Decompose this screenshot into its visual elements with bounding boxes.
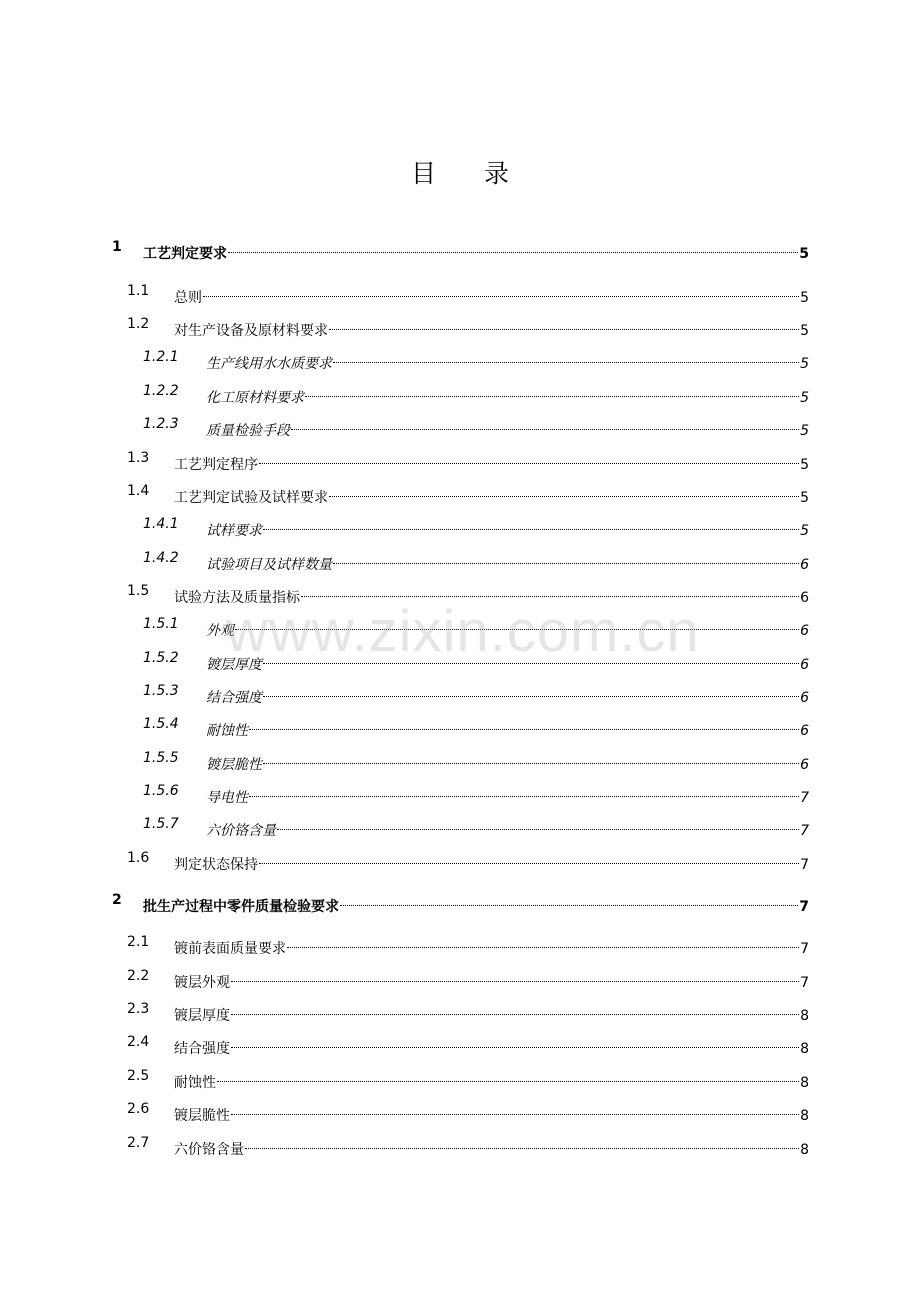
toc-entry-line xyxy=(206,813,809,842)
toc-entry-line xyxy=(174,313,809,342)
toc-entry-number: 1.4.1 xyxy=(143,516,179,532)
toc-entry-number: 1.5.3 xyxy=(143,683,179,699)
toc-entry-page: 5 xyxy=(800,490,809,506)
toc-entry-page: 8 xyxy=(800,1075,809,1091)
toc-entry[interactable] xyxy=(0,1065,920,1091)
toc-entry-label: 生产线用水水质要求 xyxy=(206,356,332,372)
toc-entry-page: 6 xyxy=(800,557,809,573)
toc-entry-page: 7 xyxy=(800,823,809,839)
toc-entry[interactable] xyxy=(0,747,920,773)
toc-entry-page: 5 xyxy=(800,390,809,406)
toc-entry-label: 试验方法及质量指标 xyxy=(174,590,300,606)
toc-entry-page: 5 xyxy=(799,246,809,262)
toc-entry[interactable] xyxy=(0,889,920,915)
toc-leader-dots xyxy=(329,313,799,335)
toc-entry-page: 8 xyxy=(800,1108,809,1124)
toc-entry-number: 2.6 xyxy=(127,1101,150,1117)
toc-leader-dots xyxy=(333,346,799,368)
toc-entry-number: 1.5.2 xyxy=(143,650,179,666)
toc-entry-line xyxy=(206,780,809,809)
toc-leader-dots xyxy=(203,280,799,302)
toc-entry-number: 1 xyxy=(112,239,122,255)
toc-entry-line xyxy=(174,1098,809,1127)
toc-entry-page: 5 xyxy=(800,523,809,539)
toc-entry-label: 化工原材料要求 xyxy=(206,390,304,406)
toc-leader-dots xyxy=(340,889,798,911)
toc-entry-label: 镀层脆性 xyxy=(206,757,262,773)
toc-entry-label: 工艺判定试验及试样要求 xyxy=(174,490,328,506)
toc-entry-line xyxy=(206,713,809,742)
toc-leader-dots xyxy=(249,780,799,802)
toc-leader-dots xyxy=(245,1132,799,1154)
toc-entry-number: 1.2.3 xyxy=(143,416,179,432)
toc-entry-label: 工艺判定要求 xyxy=(143,246,227,262)
toc-entry-number: 1.2.2 xyxy=(143,383,179,399)
toc-entry[interactable] xyxy=(0,380,920,406)
toc-entry-line xyxy=(174,1065,809,1094)
toc-entry-label: 结合强度 xyxy=(206,690,262,706)
toc-entry-line xyxy=(174,965,809,994)
toc-entry-label: 判定状态保持 xyxy=(174,857,258,873)
toc-entry-label: 镀层外观 xyxy=(174,975,230,991)
toc-entry-number: 1.1 xyxy=(127,283,150,299)
toc-entry-label: 耐蚀性 xyxy=(206,723,248,739)
toc-entry-number: 1.5.1 xyxy=(143,616,179,632)
toc-entry-page: 6 xyxy=(800,723,809,739)
toc-entry[interactable] xyxy=(0,847,920,873)
toc-entry-number: 1.4.2 xyxy=(143,550,179,566)
toc-entry-page: 8 xyxy=(800,1041,809,1057)
toc-entry-label: 结合强度 xyxy=(174,1041,230,1057)
toc-leader-dots xyxy=(263,680,799,702)
toc-entry[interactable] xyxy=(0,1031,920,1057)
toc-entry-line xyxy=(174,1132,809,1161)
toc-entry-page: 5 xyxy=(800,423,809,439)
toc-entry-page: 6 xyxy=(800,690,809,706)
toc-entry-line xyxy=(174,1031,809,1060)
toc-entry-label: 导电性 xyxy=(206,790,248,806)
toc-leader-dots xyxy=(291,413,799,435)
toc-entry[interactable] xyxy=(0,965,920,991)
toc-leader-dots xyxy=(228,236,798,258)
toc-entry[interactable] xyxy=(0,680,920,706)
toc-leader-dots xyxy=(329,480,799,502)
toc-entry-page: 8 xyxy=(800,1008,809,1024)
toc-entry-label: 镀前表面质量要求 xyxy=(174,941,286,957)
toc-entry-number: 1.6 xyxy=(127,850,150,866)
toc-entry-label: 镀层厚度 xyxy=(206,657,262,673)
toc-entry-label: 试验项目及试样数量 xyxy=(206,557,332,573)
toc-entry-line xyxy=(143,889,809,918)
toc-entry-label: 工艺判定程序 xyxy=(174,457,258,473)
toc-leader-dots xyxy=(259,847,799,869)
toc-entry[interactable] xyxy=(0,447,920,473)
toc-entry-label: 对生产设备及原材料要求 xyxy=(174,323,328,339)
toc-leader-dots xyxy=(231,1031,799,1053)
toc-entry-number: 1.5.4 xyxy=(143,716,179,732)
toc-entry[interactable] xyxy=(0,280,920,306)
toc-entry-number: 2.4 xyxy=(127,1034,150,1050)
toc-entry-label: 六价铬含量 xyxy=(174,1142,244,1158)
toc-entry-number: 2.3 xyxy=(127,1001,150,1017)
toc-entry-page: 7 xyxy=(800,941,809,957)
toc-entry-label: 六价铬含量 xyxy=(206,823,276,839)
toc-leader-dots xyxy=(263,747,799,769)
toc-entry-line xyxy=(206,747,809,776)
toc-entry-page: 6 xyxy=(800,590,809,606)
toc-entry-number: 2.7 xyxy=(127,1135,150,1151)
toc-entry-line xyxy=(174,998,809,1027)
toc-entry-label: 试样要求 xyxy=(206,523,262,539)
toc-leader-dots xyxy=(231,1098,799,1120)
toc-entry-line xyxy=(206,380,809,409)
toc-entry-line xyxy=(174,931,809,960)
toc-entry-label: 耐蚀性 xyxy=(174,1075,216,1091)
toc-entry[interactable] xyxy=(0,931,920,957)
toc-entry-number: 2 xyxy=(112,892,122,908)
toc-entry-number: 2.5 xyxy=(127,1068,150,1084)
toc-entry-label: 镀层脆性 xyxy=(174,1108,230,1124)
toc-entry-page: 7 xyxy=(800,790,809,806)
toc-entry-line xyxy=(174,847,809,876)
toc-entry[interactable] xyxy=(0,313,920,339)
toc-entry-page: 5 xyxy=(800,323,809,339)
toc-leader-dots xyxy=(263,513,799,535)
toc-entry-page: 7 xyxy=(799,899,809,915)
watermark: www.zixin.com.cn xyxy=(226,599,700,664)
toc-entry-number: 1.2.1 xyxy=(143,349,179,365)
toc-leader-dots xyxy=(231,965,799,987)
toc-entry-page: 7 xyxy=(800,975,809,991)
toc-entry-number: 1.3 xyxy=(127,450,150,466)
toc-entry[interactable] xyxy=(0,1098,920,1124)
toc-entry-line xyxy=(143,236,809,265)
toc-entry-line xyxy=(174,447,809,476)
toc-entry-page: 8 xyxy=(800,1142,809,1158)
toc-entry[interactable] xyxy=(0,547,920,573)
toc-leader-dots xyxy=(259,447,799,469)
toc-entry-number: 1.5.6 xyxy=(143,783,179,799)
toc-entry-number: 1.5.5 xyxy=(143,750,179,766)
toc-entry-number: 1.5 xyxy=(127,583,150,599)
toc-entry[interactable] xyxy=(0,998,920,1024)
toc-entry-page: 5 xyxy=(800,290,809,306)
toc-entry-page: 5 xyxy=(800,356,809,372)
toc-entry[interactable] xyxy=(0,1132,920,1158)
toc-entry-page: 7 xyxy=(800,857,809,873)
toc-leader-dots xyxy=(333,547,799,569)
toc-entry[interactable] xyxy=(0,346,920,372)
toc-entry-line xyxy=(206,513,809,542)
toc-entry[interactable] xyxy=(0,236,920,262)
toc-entry-line xyxy=(206,547,809,576)
toc-entry-line xyxy=(206,680,809,709)
toc-entry-label: 外观 xyxy=(206,623,234,639)
toc-entry-label: 镀层厚度 xyxy=(174,1008,230,1024)
toc-entry-number: 1.2 xyxy=(127,316,150,332)
toc-leader-dots xyxy=(287,931,799,953)
toc-entry-line xyxy=(206,413,809,442)
toc-leader-dots xyxy=(217,1065,799,1087)
toc-leader-dots xyxy=(305,380,799,402)
toc-entry[interactable] xyxy=(0,813,920,839)
toc-entry-page: 6 xyxy=(800,623,809,639)
page-title: 目 录 xyxy=(411,159,529,188)
toc-entry-page: 6 xyxy=(800,757,809,773)
toc-leader-dots xyxy=(249,713,799,735)
toc-entry-line xyxy=(174,280,809,309)
toc-entry[interactable] xyxy=(0,713,920,739)
toc-entry-number: 2.1 xyxy=(127,934,150,950)
toc-leader-dots xyxy=(231,998,799,1020)
toc-entry-label: 总则 xyxy=(174,290,202,306)
toc-leader-dots xyxy=(277,813,799,835)
toc-entry-line xyxy=(174,480,809,509)
toc-entry-page: 5 xyxy=(800,457,809,473)
toc-entry-label: 质量检验手段 xyxy=(206,423,290,439)
toc-entry-line xyxy=(206,346,809,375)
toc-entry-number: 2.2 xyxy=(127,968,150,984)
toc-entry-number: 1.4 xyxy=(127,483,150,499)
toc-entry[interactable] xyxy=(0,480,920,506)
toc-entry-number: 1.5.7 xyxy=(143,816,179,832)
toc-entry[interactable] xyxy=(0,780,920,806)
toc-entry[interactable] xyxy=(0,513,920,539)
toc-entry-label: 批生产过程中零件质量检验要求 xyxy=(143,899,339,915)
toc-entry[interactable] xyxy=(0,413,920,439)
toc-entry-page: 6 xyxy=(800,657,809,673)
